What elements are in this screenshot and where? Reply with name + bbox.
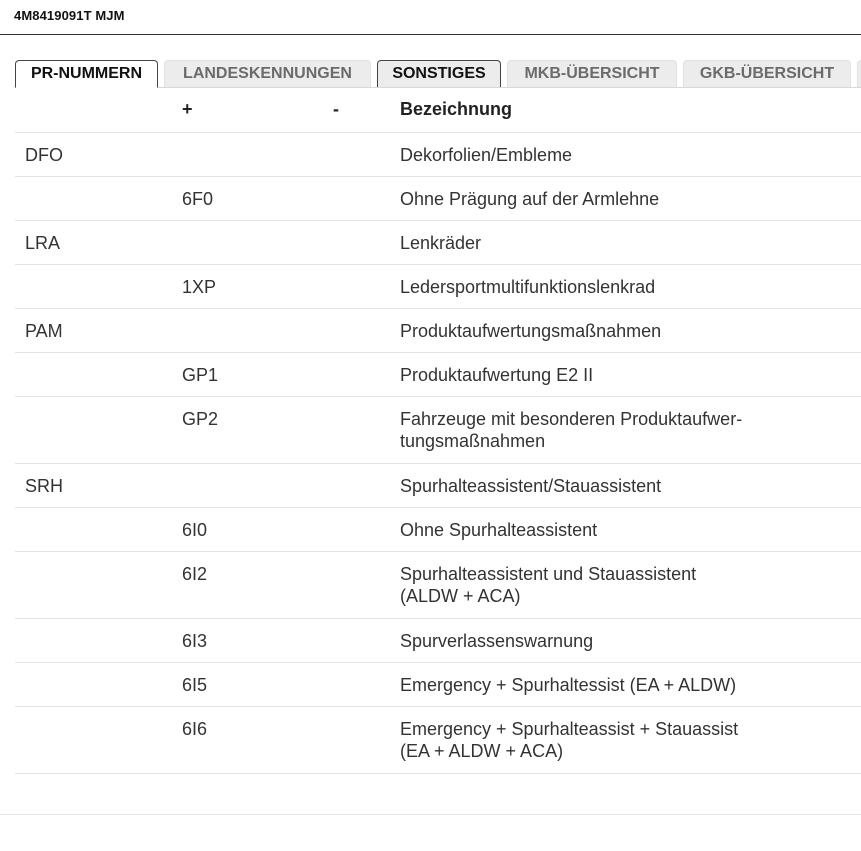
column-header-description: Bezeichnung <box>400 99 513 119</box>
pr-number-plus: 6F0 <box>182 189 214 209</box>
description: Produktaufwertung E2 II <box>400 365 594 385</box>
table-row <box>15 309 861 353</box>
group-code: DFO <box>25 145 63 165</box>
footer-divider <box>0 814 861 815</box>
description: Ohne Prägung auf der Armlehne <box>400 189 660 209</box>
description: Produktaufwertungsmaßnahmen <box>400 321 662 341</box>
table-header <box>15 88 861 133</box>
table-row <box>15 177 861 221</box>
tab-landeskennungen[interactable]: LANDESKENNUNGEN <box>164 60 371 87</box>
group-code: SRH <box>25 476 64 496</box>
tab-gkb-uebersicht[interactable]: GKB-ÜBERSICHT <box>683 60 851 87</box>
table-row <box>15 552 861 619</box>
pr-number-plus: 6I2 <box>182 564 208 584</box>
description: Ohne Spurhalteassistent <box>400 520 598 540</box>
pr-number-plus: 6I6 <box>182 719 208 739</box>
column-header-plus: + <box>182 99 193 119</box>
description: Spurverlassenswarnung <box>400 631 594 651</box>
table-row <box>15 663 861 707</box>
description: Spurhalteassistent und Stauassistent (ALDW + ACA) <box>400 564 697 606</box>
pr-number-plus: 6I5 <box>182 675 208 695</box>
table-row <box>15 265 861 309</box>
description: Ledersportmultifunktionslenkrad <box>400 277 656 297</box>
table-row <box>15 707 861 774</box>
group-code: LRA <box>25 233 61 253</box>
tab-bar <box>15 60 861 88</box>
table-row <box>15 353 861 397</box>
tab-overflow[interactable] <box>857 60 861 87</box>
pr-number-plus: 6I3 <box>182 631 208 651</box>
table-body <box>15 133 861 774</box>
tab-sonstiges[interactable]: SONSTIGES <box>377 60 501 87</box>
tab-pr-nummern[interactable]: PR-NUMMERN <box>15 60 158 88</box>
description: Lenkräder <box>400 233 482 253</box>
description: Dekorfolien/Embleme <box>400 145 573 165</box>
description: Emergency + Spurhaltessist (EA + ALDW) <box>400 675 737 695</box>
pr-number-table <box>15 88 861 774</box>
column-header-minus: - <box>333 99 339 119</box>
description: Fahrzeuge mit besonderen Produktaufwer- tungsmaßnahmen <box>400 409 743 451</box>
table-row <box>15 464 861 508</box>
header-bar <box>0 0 861 35</box>
pr-number-plus: GP1 <box>182 365 219 385</box>
table-row <box>15 508 861 552</box>
description: Spurhalteassistent/Stauassistent <box>400 476 662 496</box>
table-row <box>15 397 861 464</box>
table-row <box>15 221 861 265</box>
tab-mkb-uebersicht[interactable]: MKB-ÜBERSICHT <box>507 60 677 87</box>
description: Emergency + Spurhalteassist + Stauassist (EA + ALDW + ACA) <box>400 719 739 761</box>
table-row <box>15 133 861 177</box>
table-row <box>15 619 861 663</box>
group-code: PAM <box>25 321 63 341</box>
page-title: 4M8419091T MJM <box>14 8 125 23</box>
pr-number-plus: 6I0 <box>182 520 208 540</box>
pr-number-plus: 1XP <box>182 277 217 297</box>
pr-number-plus: GP2 <box>182 409 219 429</box>
